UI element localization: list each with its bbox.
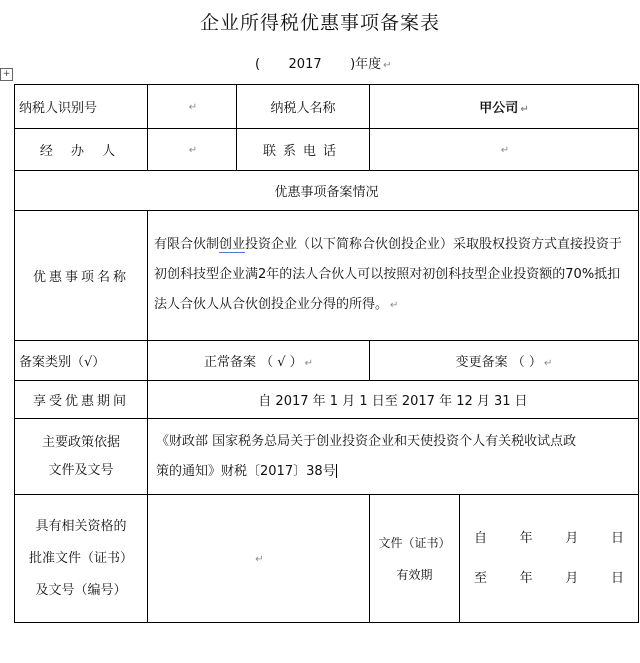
row-section-title <box>15 171 639 211</box>
filing-form-table <box>14 84 639 623</box>
qualification-label-line1: 具有相关资格的 <box>35 518 127 534</box>
handler-value[interactable]: ↵ <box>148 129 237 171</box>
row-item <box>15 211 639 341</box>
year-value[interactable]: 2017 <box>288 57 322 72</box>
policy-value-line2: 策的通知》财税〔2017〕38号 <box>156 463 336 479</box>
item-label: 优惠事项名称 <box>15 211 148 341</box>
row-handler <box>15 129 639 171</box>
row-qualification <box>15 495 639 623</box>
validity-label-line2: 有效期 <box>396 567 433 582</box>
year-open: ( <box>255 57 261 72</box>
taxpayer-name-label: 纳税人名称 <box>237 85 370 129</box>
row-period <box>15 381 639 419</box>
taxpayer-id-value[interactable]: ↵ <box>148 85 237 129</box>
section-title: 优惠事项备案情况 <box>15 171 639 211</box>
row-taxpayer <box>15 85 639 129</box>
filing-type-normal[interactable]: 正常备案 （ √ ） ↵ <box>148 341 370 381</box>
policy-label <box>15 419 148 495</box>
year-close: )年度 <box>350 57 382 72</box>
handler-label: 经 办 人 <box>15 129 148 171</box>
item-text[interactable]: 有限合伙制创业投资企业（以下简称合伙创投企业）采取股权投资方式直接投资于初创科技型企业满2年的法人合伙人可以按照对初创科技型企业投资额的70%抵扣法人合伙人从合伙创投企业分得的所得。 ↵ <box>148 211 639 341</box>
filing-type-label: 备案类别（√） <box>15 341 148 381</box>
period-value[interactable]: 自 2017 年 1 月 1 日至 2017 年 12 月 31 日 <box>148 381 639 419</box>
qualification-value[interactable]: ↵ <box>148 495 370 623</box>
phone-label: 联系电话 <box>237 129 370 171</box>
validity-label <box>370 495 460 623</box>
policy-label-line1: 主要政策依据 <box>41 434 120 450</box>
taxpayer-name-value[interactable]: 甲公司 ↵ <box>370 85 639 129</box>
validity-from: 自 年 月 日 <box>474 530 624 546</box>
table-move-handle-icon[interactable]: + <box>0 68 13 81</box>
policy-label-line2: 文件及文号 <box>48 462 114 478</box>
form-title: 企业所得税优惠事项备案表 <box>199 12 440 34</box>
policy-value-line1: 《财政部 国家税务总局关于创业投资企业和天使投资个人有关税收试点政 <box>156 433 577 449</box>
validity-to: 至 年 月 日 <box>474 570 624 586</box>
taxpayer-id-label: 纳税人识别号 <box>15 85 148 129</box>
return-mark-icon: ↵ <box>383 60 392 71</box>
year-line <box>255 53 392 72</box>
validity-label-line1: 文件（证书） <box>378 535 451 550</box>
period-label: 享受优惠期间 <box>15 381 148 419</box>
qualification-label-line3: 及文号（编号） <box>35 582 127 598</box>
qualification-label <box>15 495 148 623</box>
row-policy <box>15 419 639 495</box>
text-cursor <box>336 464 337 478</box>
row-filing-type <box>15 341 639 381</box>
phone-value[interactable]: ↵ <box>370 129 639 171</box>
qualification-label-line2: 批准文件（证书） <box>28 550 133 566</box>
validity-dates[interactable] <box>460 495 639 623</box>
policy-value[interactable] <box>148 419 639 495</box>
filing-type-change[interactable]: 变更备案 （ ） ↵ <box>370 341 639 381</box>
